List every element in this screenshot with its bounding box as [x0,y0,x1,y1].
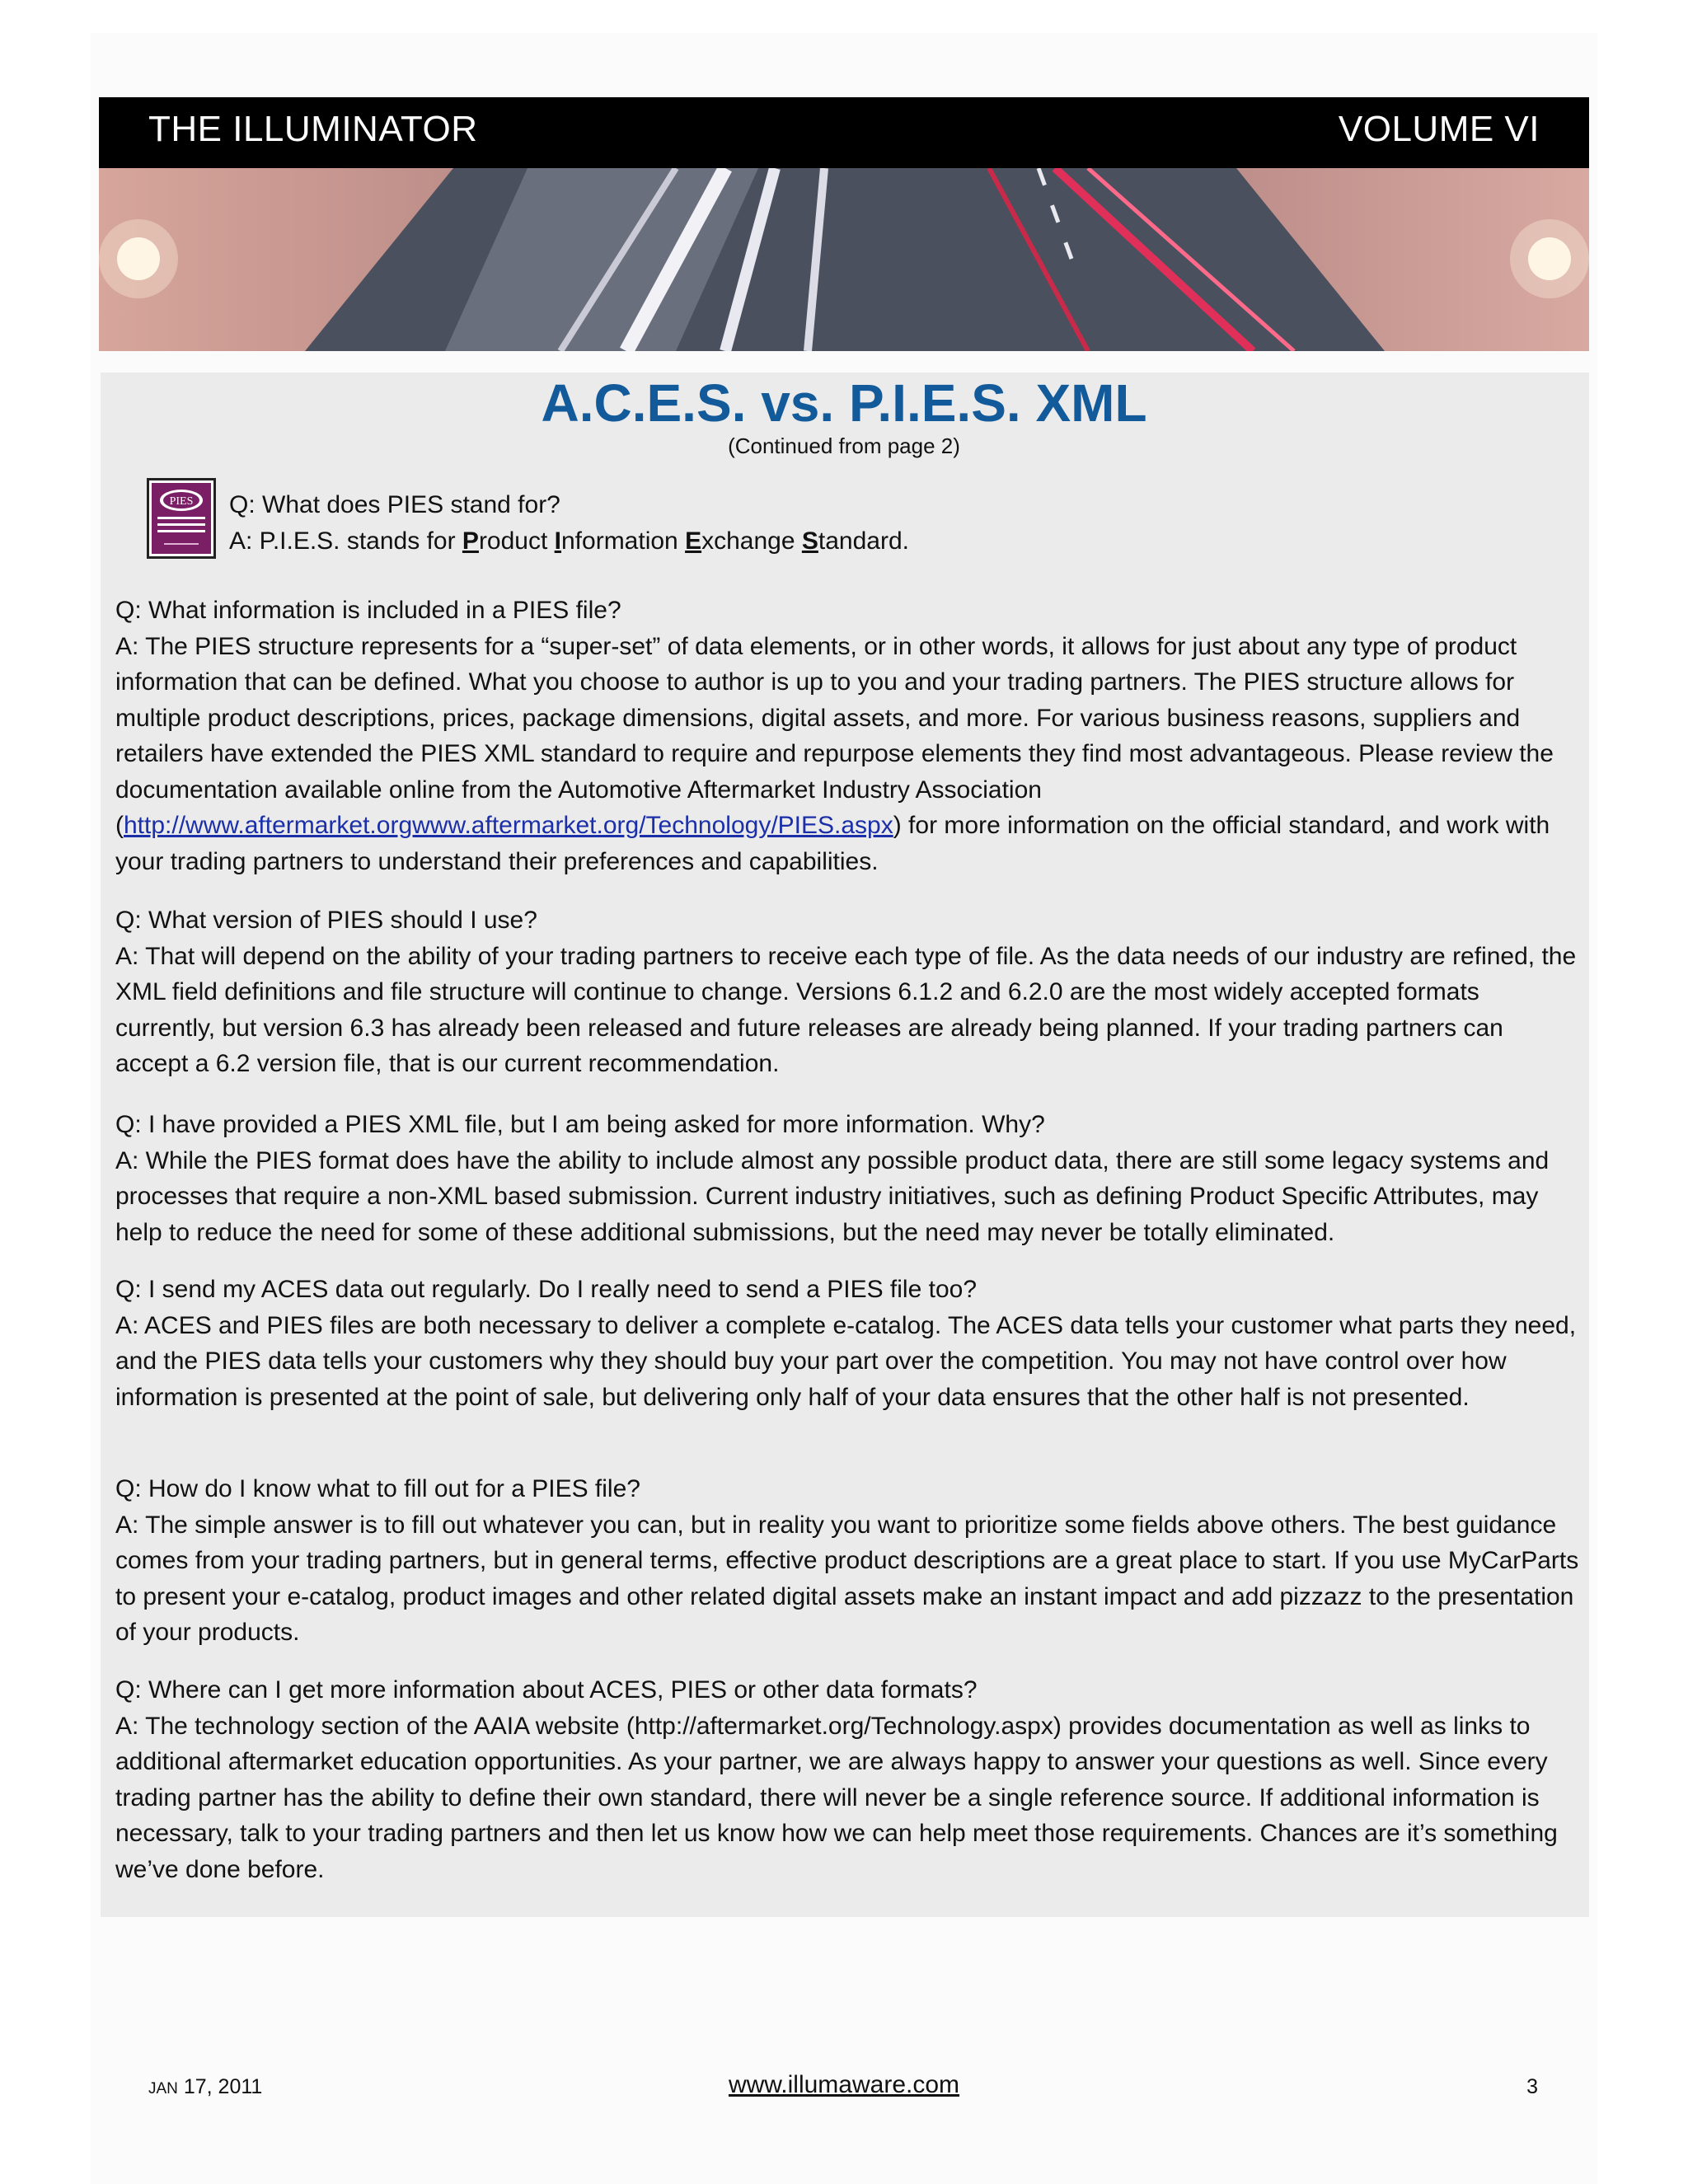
qa-block-resources [115,1672,1582,1887]
question: Q: What version of PIES should I use? [115,907,537,934]
question: Q: How do I know what to fill out for a PIES file? [115,1475,640,1502]
pies-logo [147,478,216,559]
qa-block-contents [115,593,1582,879]
qa-block-fill-out [115,1471,1582,1651]
publication-name: THE ILLUMINATOR [148,109,478,149]
qa-block-version [115,902,1582,1082]
masthead [99,97,1589,168]
answer: A: The technology section of the AAIA website (http://aftermarket.org/Technology.aspx) provides documentation as well as links to additional aftermarket education opportunities. As your partner, we are always happy to answer your questions as well. Since every trading partner has the ability to define their own standard, there will never be a single reference source. If additional information is necessary, talk to your trading partners and then let us know how we can help meet those requirements. Chances are it’s something we’ve done before. [115,1712,1558,1883]
qa-intro [229,487,1688,559]
answer: A: While the PIES format does have the ability to include almost any possible product data, there are still some legacy systems and processes that require a non-XML based submission. Current industry initiatives, such as defining Product Specific Attributes, may help to reduce the need for some of these additional submissions, but the need may never be totally eliminated. [115,1146,1550,1246]
question: Q: I have provided a PIES XML file, but I am being asked for more information. Why? [115,1111,1045,1138]
question: Q: I send my ACES data out regularly. Do I really need to send a PIES file too? [115,1276,978,1303]
pies-logo-icon [149,480,213,556]
answer: A: ACES and PIES files are both necessary to deliver a complete e-catalog. The ACES data tells your customer what parts they need, and the PIES data tells your customers why they should buy your part over the competition. You may not have control over how information is presented at the point of sale, but delivering only half of your data ensures that the other half is not presented. [115,1311,1577,1411]
volume-label: VOLUME VI [1338,109,1540,149]
tunnel-light-trails-image [99,168,1589,351]
qa-block-more-info [115,1107,1582,1250]
answer: A: P.I.E.S. stands for Product Information Exchange Standard. [229,527,909,555]
banner-image [99,168,1589,351]
svg-text:PIES: PIES [169,495,194,508]
article-title: A.C.E.S. vs. P.I.E.S. XML [541,373,1147,433]
qa-block-aces-pies [115,1272,1582,1415]
answer: A: The simple answer is to fill out whatever you can, but in reality you want to prioritize some fields above others. The best guidance comes from your trading partners, but in general terms, effective product descriptions are a great place to start. If you use MyCarParts to present your e-catalog, product images and other related digital assets make an instant impact and add pizzazz to the presentation of your products. [115,1511,1579,1646]
footer-website-link[interactable]: www.illumaware.com [728,2071,960,2098]
answer: A: The PIES structure represents for a “super-set” of data elements, or in other words, it allows for just about any type of product information that can be defined. What you choose to author is up to you and your trading partners. The PIES structure allows for multiple product descriptions, prices, package dimensions, digital assets, and more. For various business reasons, suppliers and retailers have extended the PIES XML standard to require and repurpose elements they find most advantageous. Please review the documentation available online from the Automotive Aftermarket Industry Association (http://www.aftermarket.orgwww.aftermarket.org/Technology/PIES.aspx) for more information on the official standard, and work with your trading partners to understand their preferences and capabilities. [115,632,1554,875]
aaia-pies-link[interactable]: http://www.aftermarket.orgwww.aftermarket.org/Technology/PIES.aspx [124,812,893,839]
question: Q: What information is included in a PIES file? [115,597,621,624]
question: Q: What does PIES stand for? [229,491,560,518]
answer: A: That will depend on the ability of your trading partners to receive each type of file. As the data needs of our industry are refined, the XML field definitions and file structure will continue to change. Versions 6.1.2 and 6.2.0 are the most widely accepted formats currently, but version 6.3 has already been released and future releases are already being planned. If your trading partners can accept a 6.2 version file, that is our current recommendation. [115,942,1577,1077]
footer-date: JAN 17, 2011 [148,2075,263,2098]
question: Q: Where can I get more information about ACES, PIES or other data formats? [115,1676,978,1704]
page-number: 3 [1526,2075,1538,2098]
article-subtitle: (Continued from page 2) [728,434,960,458]
